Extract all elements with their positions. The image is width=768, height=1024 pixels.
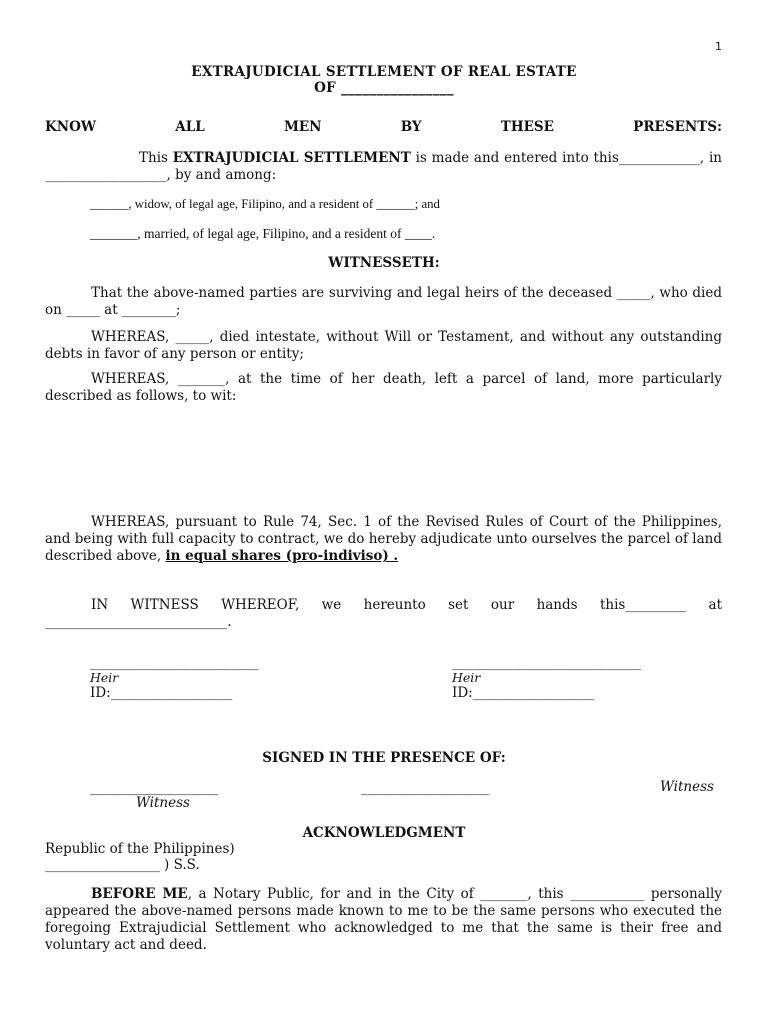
party-two: _______, married, of legal age, Filipino, and a resident of ____. [90,226,436,241]
witness-line: ___________________ [90,780,219,796]
paragraph-parcel: WHEREAS, _______, at the time of her death, left a parcel of land, more particularly described as follows, to wit: [45,371,722,404]
before-me-text: BEFORE ME [91,886,188,902]
know-word: PRESENTS: [633,119,722,135]
witness-line: ___________________ [361,780,490,796]
know-word: KNOW [45,119,96,135]
acknowledgment-heading: ACKNOWLEDGMENT [302,825,466,841]
intro-pre: This [139,150,173,166]
know-word: BY [400,119,422,135]
signature-line: ____________________________ [452,655,641,671]
paragraph-intestate: WHEREAS, _____, died intestate, without Will or Testament, and without any outstanding debts in favor of any person or entity; [45,329,722,362]
paragraph-heirs: That the above-named parties are surviving and legal heirs of the deceased _____, who died on _____ at ________; [45,285,722,318]
witnesseth-heading: WITNESSETH: [328,255,440,271]
venue-city: _________________ ) S.S. [45,857,200,873]
paragraph-rule74 [45,514,722,565]
heir-id: ID:__________________ [90,685,233,701]
equal-shares-text: in equal shares (pro-indiviso) . [165,548,399,564]
heir-label: Heir [452,670,481,685]
heir-signature-block [452,655,641,701]
intro-post: is made and entered into this____________, in __________________, by and among: [45,150,722,183]
witness-label: Witness [660,779,714,795]
heir-signature-block [90,655,259,701]
know-word: THESE [500,119,554,135]
acknowledgment-text: , a Notary Public, for and in the City of _______, this ___________ personally appeared the above-named persons made known to me to be the same persons who executed the foregoing Extrajudicial Settlement who acknowledged to me that the same is their free and voluntary act and deed. [45,886,722,953]
signature-line: _________________________ [90,655,259,671]
know-word: MEN [283,119,322,135]
heir-id: ID:__________________ [452,685,595,701]
acknowledgment-paragraph [45,886,722,954]
intro-bold: EXTRAJUDICIAL SETTLEMENT [172,150,411,166]
know-word: ALL [175,119,205,135]
party-one: ______, widow, of legal age, Filipino, and a resident of ______; and [90,197,440,211]
document-title-line2: OF ________________ [314,80,454,96]
venue-republic: Republic of the Philippines) [45,841,235,857]
know-all-men-line [45,119,722,136]
page-number: 1 [715,40,722,53]
heir-label: Heir [90,670,119,685]
paragraph-in-witness: IN WITNESS WHEREOF, we hereunto set our hands this_________ at ___________________________. [45,597,722,630]
witness-label: Witness [136,795,190,811]
signed-presence-heading: SIGNED IN THE PRESENCE OF: [262,750,506,766]
document-title-line1: EXTRAJUDICIAL SETTLEMENT OF REAL ESTATE [191,64,577,80]
rule74-text: WHEREAS, pursuant to Rule 74, Sec. 1 of the Revised Rules of Court of the Philippines, and being with full capacity to contract, we do hereby adjudicate unto ourselves the parcel of land described above, [45,514,722,564]
intro-paragraph [45,150,722,184]
